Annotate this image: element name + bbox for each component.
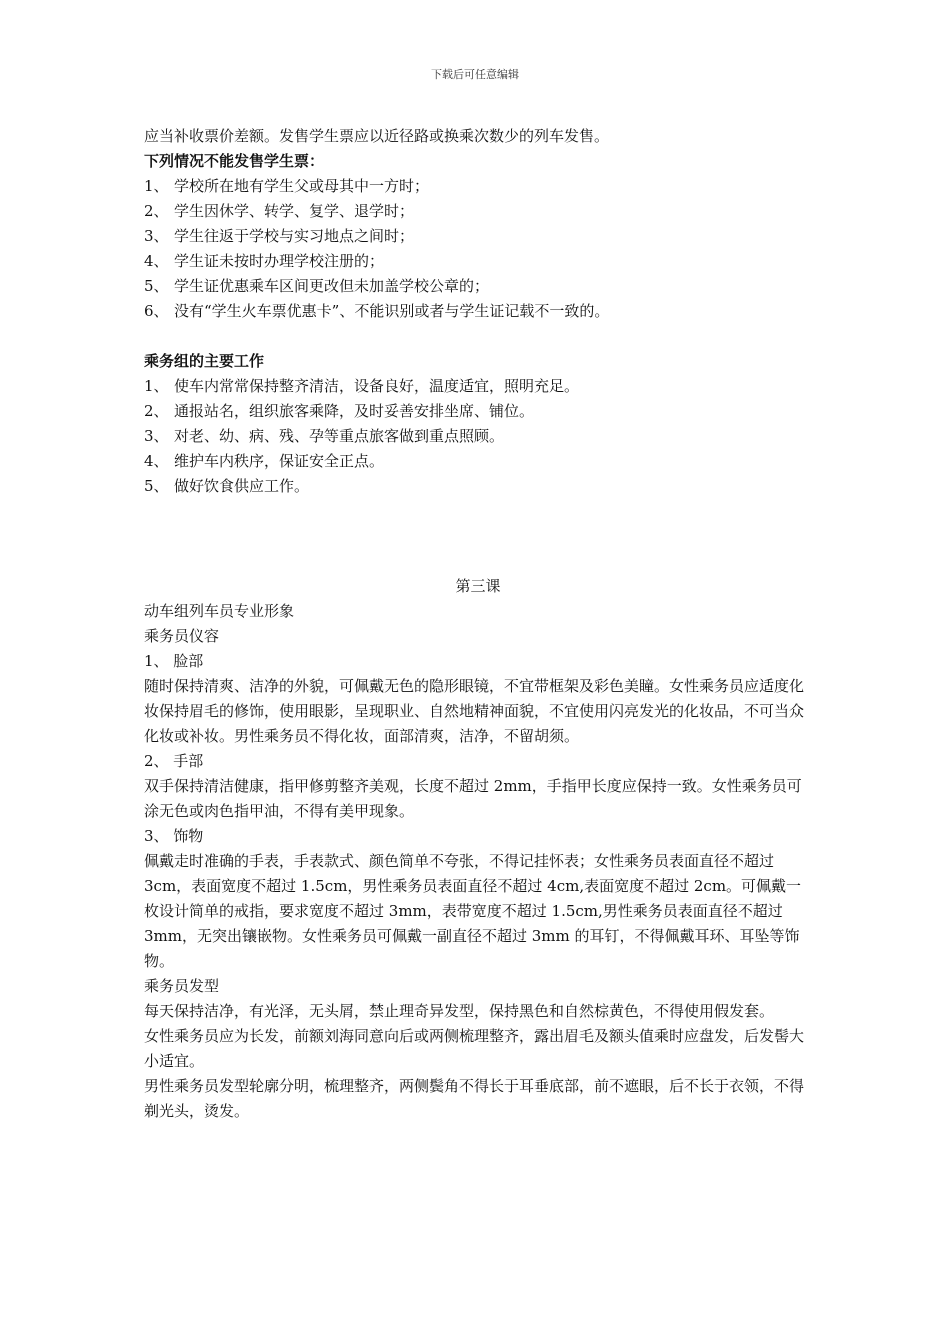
appearance-heading: 乘务员仪容 [144,627,220,645]
student-rule-item [144,199,812,224]
list-text: 使车内常常保持整齐清洁，设备良好，温度适宜，照明充足。 [174,377,580,395]
list-number: 4、 [144,252,169,270]
list-number: 4、 [144,452,169,470]
face-paragraph: 随时保持清爽、洁净的外貌，可佩戴无色的隐形眼镜，不宜带框架及彩色美瞳。女性乘务员应适度化妆保持眉毛的修饰，使用眼影，呈现职业、自然地精神面貌，不宜使用闪亮发光的化妆品，不可当众化妆或补妆。男性乘务员不得化妆，面部清爽，洁净，不留胡须。 [144,677,805,745]
crew-duties-heading: 乘务组的主要工作 [144,352,265,370]
crew-duty-item [144,374,812,399]
lesson-subtitle: 动车组列车员专业形象 [144,602,295,620]
list-text: 通报站名，组织旅客乘降，及时妥善安排坐席、铺位。 [174,402,535,420]
spacer [144,499,812,574]
student-rule-item [144,249,812,274]
student-ticket-heading: 下列情况不能发售学生票： [144,152,325,170]
list-number: 1、 [144,177,169,195]
face-heading: 1、 脸部 [144,652,204,670]
list-number: 3、 [144,427,169,445]
student-rule-item [144,299,812,324]
list-number: 1、 [144,377,169,395]
crew-duty-item [144,449,812,474]
list-text: 对老、幼、病、残、孕等重点旅客做到重点照顾。 [174,427,505,445]
list-text: 学生往返于学校与实习地点之间时； [174,227,415,245]
accessories-paragraph: 佩戴走时准确的手表，手表款式、颜色简单不夸张，不得记挂怀表；女性乘务员表面直径不超过 3cm，表面宽度不超过 1.5cm，男性乘务员表面直径不超过 4cm,表面宽度不超过 2cm。可佩戴一枚设计简单的戒指，要求宽度不超过 3mm，表带宽度不超过 1.5cm,男性乘务员表面直径不超过 3mm，无突出镶嵌物。女性乘务员可佩戴一副直径不超过 3mm 的耳钉，不得佩戴耳环、耳坠等饰物。 [144,852,802,970]
hair-heading: 乘务员发型 [144,977,220,995]
list-number: 5、 [144,477,169,495]
list-text: 学生证未按时办理学校注册的； [174,252,385,270]
spacer [144,324,812,349]
intro-paragraph: 应当补收票价差额。发售学生票应以近径路或换乘次数少的列车发售。 [144,127,610,145]
list-text: 维护车内秩序，保证安全正点。 [174,452,385,470]
list-number: 6、 [144,302,169,320]
hair-paragraph-female: 女性乘务员应为长发，前额刘海同意向后或两侧梳理整齐，露出眉毛及额头值乘时应盘发，后发髻大小适宜。 [144,1027,805,1070]
lesson-title: 第三课 [455,577,501,595]
hair-paragraph-male: 男性乘务员发型轮廓分明，梳理整齐，两侧鬓角不得长于耳垂底部，前不遮眼，后不长于衣领，不得剃光头，烫发。 [144,1077,805,1120]
student-rule-item [144,174,812,199]
hands-paragraph: 双手保持清洁健康，指甲修剪整齐美观，长度不超过 2mm，手指甲长度应保持一致。女性乘务员可涂无色或肉色指甲油，不得有美甲现象。 [144,777,802,820]
list-text: 学校所在地有学生父或母其中一方时； [174,177,430,195]
crew-duty-item [144,399,812,424]
document-body [144,124,812,1124]
list-number: 2、 [144,402,169,420]
student-rule-item [144,274,812,299]
page-header: 下载后可任意编辑 [431,68,519,81]
list-text: 学生因休学、转学、复学、退学时； [174,202,415,220]
list-text: 没有“学生火车票优惠卡”、不能识别或者与学生证记载不一致的。 [174,302,610,320]
list-text: 学生证优惠乘车区间更改但未加盖学校公章的； [174,277,490,295]
hands-heading: 2、 手部 [144,752,204,770]
crew-duty-item [144,474,812,499]
hair-paragraph-general: 每天保持洁净，有光泽，无头屑，禁止理奇异发型，保持黑色和自然棕黄色，不得使用假发套。 [144,1002,775,1020]
list-number: 3、 [144,227,169,245]
list-number: 5、 [144,277,169,295]
accessories-heading: 3、 饰物 [144,827,204,845]
crew-duty-item [144,424,812,449]
list-text: 做好饮食供应工作。 [174,477,310,495]
student-rule-item [144,224,812,249]
list-number: 2、 [144,202,169,220]
